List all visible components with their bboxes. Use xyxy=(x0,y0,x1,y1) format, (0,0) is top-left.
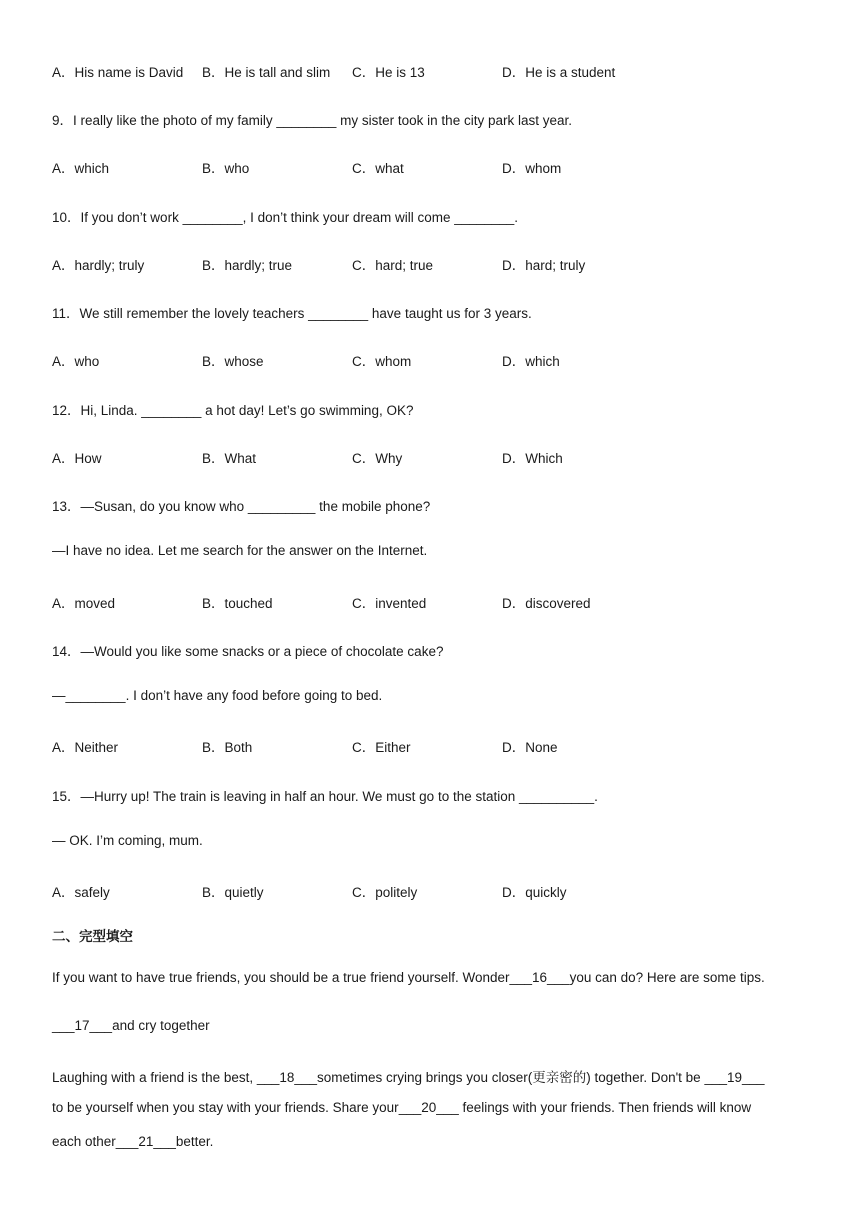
q12-option-b: B．What xyxy=(202,451,257,466)
cloze-text: sometimes crying brings you closer(更亲密的) together. Don't be xyxy=(316,1070,705,1085)
q14-options xyxy=(52,736,812,756)
q11-options xyxy=(52,350,812,370)
q14-reply: —________. I don’t have any food before going to bed. xyxy=(52,688,383,703)
q11-option-c: C．whom xyxy=(352,354,412,369)
q11-stem: 11．We still remember the lovely teachers ________ have taught us for 3 years. xyxy=(52,306,532,321)
blank-19: ___19___ xyxy=(704,1070,765,1085)
q13-option-c: C．invented xyxy=(352,596,427,611)
q9-stem: 9．I really like the photo of my family ________ my sister took in the city park last year. xyxy=(52,113,572,128)
q14-stem: 14．—Would you like some snacks or a piece of chocolate cake? xyxy=(52,644,444,659)
cloze-text: Laughing with a friend is the best, xyxy=(52,1070,257,1085)
blank-18: ___18___ xyxy=(256,1070,317,1085)
q13-options xyxy=(52,592,812,612)
q13-stem: 13．—Susan, do you know who _________ the mobile phone? xyxy=(52,499,431,514)
cloze-text: each other xyxy=(52,1134,116,1149)
q12-option-d: D．Which xyxy=(502,451,563,466)
q12-options xyxy=(52,447,812,467)
cloze-paragraph-3 xyxy=(52,1100,751,1115)
q8-options xyxy=(52,61,812,81)
q15-options xyxy=(52,881,812,901)
blank-17: ___17___ xyxy=(52,1018,113,1033)
q9-option-a: A．which xyxy=(52,161,110,176)
q9-option-d: D．whom xyxy=(502,161,562,176)
q8-option-c: C．He is 13 xyxy=(352,65,425,80)
q15-option-a: A．safely xyxy=(52,885,110,900)
q14-option-b: B．Both xyxy=(202,740,253,755)
q11-option-a: A．who xyxy=(52,354,100,369)
blank-21: ___21___ xyxy=(115,1134,176,1149)
q15-reply: — OK. I’m coming, mum. xyxy=(52,833,203,848)
blank-16: ___16___ xyxy=(509,970,570,985)
q13-option-a: A．moved xyxy=(52,596,116,611)
q12-option-a: A．How xyxy=(52,451,102,466)
q15-option-b: B．quietly xyxy=(202,885,264,900)
q13-option-b: B．touched xyxy=(202,596,273,611)
q9-option-c: C．what xyxy=(352,161,404,176)
q15-stem: 15．—Hurry up! The train is leaving in half an hour. We must go to the station __________. xyxy=(52,789,598,804)
q15-option-c: C．politely xyxy=(352,885,418,900)
cloze-tip-heading xyxy=(52,1018,210,1033)
q10-option-d: D．hard; truly xyxy=(502,258,586,273)
section-title: 二、完型填空 xyxy=(52,929,133,945)
q12-option-c: C．Why xyxy=(352,451,403,466)
cloze-text: and cry together xyxy=(112,1018,210,1033)
q8-option-b: B．He is tall and slim xyxy=(202,65,331,80)
q12-stem: 12．Hi, Linda. ________ a hot day! Let’s go swimming, OK? xyxy=(52,403,414,418)
cloze-text: to be yourself when you stay with your friends. Share your xyxy=(52,1100,399,1115)
cloze-paragraph-1 xyxy=(52,970,765,985)
q9-options xyxy=(52,157,812,177)
q10-options xyxy=(52,254,812,274)
q11-option-b: B．whose xyxy=(202,354,264,369)
blank-20: ___20___ xyxy=(398,1100,459,1115)
cloze-text: you can do? Here are some tips. xyxy=(569,970,765,985)
q10-stem: 10．If you don’t work ________, I don’t think your dream will come ________. xyxy=(52,210,519,225)
q14-option-c: C．Either xyxy=(352,740,411,755)
q8-option-d: D．He is a student xyxy=(502,65,616,80)
q10-option-b: B．hardly; true xyxy=(202,258,293,273)
q10-option-c: C．hard; true xyxy=(352,258,434,273)
q14-option-a: A．Neither xyxy=(52,740,119,755)
q13-option-d: D．discovered xyxy=(502,596,591,611)
q9-option-b: B．who xyxy=(202,161,250,176)
q11-option-d: D．which xyxy=(502,354,560,369)
cloze-paragraph-2 xyxy=(52,1066,765,1086)
cloze-text: If you want to have true friends, you should be a true friend yourself. Wonder xyxy=(52,970,510,985)
q10-option-a: A．hardly; truly xyxy=(52,258,145,273)
cloze-paragraph-4 xyxy=(52,1134,213,1149)
q15-option-d: D．quickly xyxy=(502,885,567,900)
cloze-text: feelings with your friends. Then friends will know xyxy=(458,1100,752,1115)
q14-option-d: D．None xyxy=(502,740,558,755)
cloze-text: better. xyxy=(175,1134,214,1149)
q8-option-a: A．His name is David xyxy=(52,65,184,80)
q13-reply: —I have no idea. Let me search for the answer on the Internet. xyxy=(52,543,428,558)
